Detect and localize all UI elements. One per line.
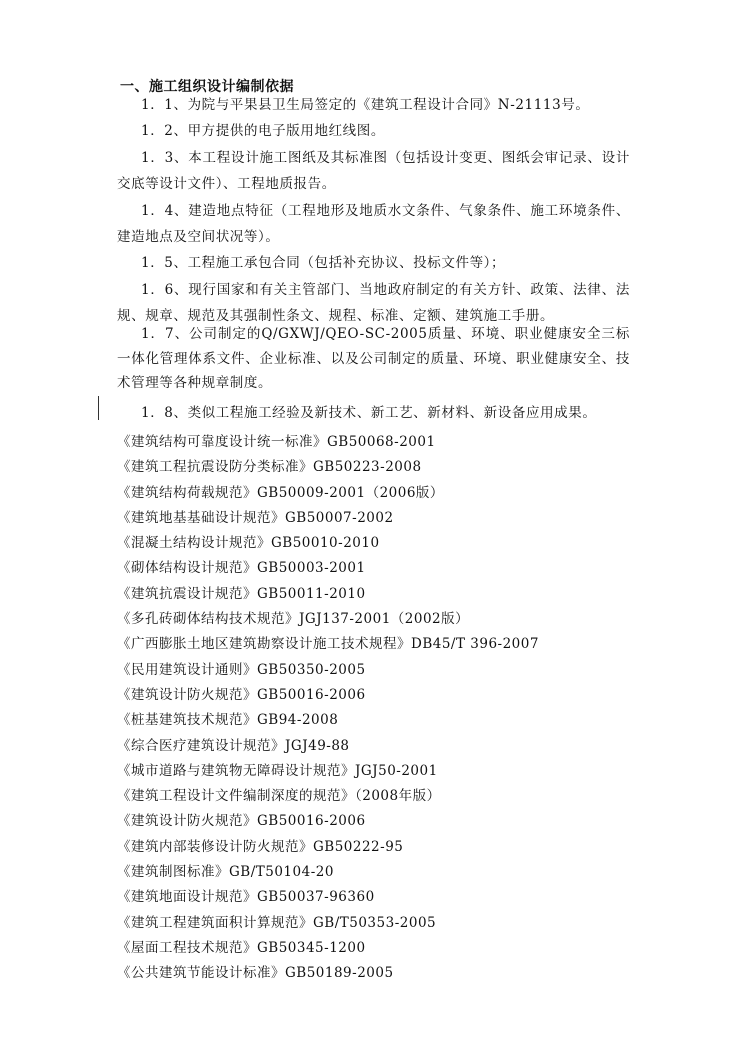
paragraph-1-7: 1．7、公司制定的Q/GXWJ/QEO-SC-2005质量、环境、职业健康安全三标一体化管理体系文件、企业标准、以及公司制定的质量、环境、职业健康安全、技术管理等各种规章制度。 [117, 326, 630, 391]
list-item: 《城市道路与建筑物无障碍设计规范》JGJ50-2001 [117, 762, 438, 779]
standards-list [117, 430, 539, 987]
list-item: 《建筑地面设计规范》GB50037-96360 [117, 889, 375, 906]
paragraph-1-6: 1．6、现行国家和有关主管部门、当地政府制定的有关方针、政策、法律、法规、规章、规范及其强制性条文、规程、标准、定额、建筑施工手册。 [117, 282, 630, 324]
list-item: 《桩基建筑技术规范》GB94-2008 [117, 712, 339, 729]
paragraph-1-8: 1．8、类似工程施工经验及新技术、新工艺、新材料、新设备应用成果。 [141, 405, 597, 421]
list-item: 《多孔砖砌体结构技术规范》JGJ137-2001（2002版） [117, 611, 470, 628]
list-item: 《建筑工程设计文件编制深度的规范》（2008年版） [117, 788, 441, 805]
list-item: 《砌体结构设计规范》GB50003-2001 [117, 560, 366, 577]
list-item: 《综合医疗建筑设计规范》JGJ49-88 [117, 737, 350, 754]
list-item: 《建筑设计防火规范》GB50016-2006 [117, 686, 366, 703]
list-item: 《建筑设计防火规范》GB50016-2006 [117, 813, 366, 830]
list-item: 《建筑结构荷载规范》GB50009-2001（2006版） [117, 484, 444, 501]
list-item: 《建筑抗震设计规范》GB50011-2010 [117, 585, 366, 602]
text-cursor [98, 396, 99, 420]
paragraph-1-4: 1．4、建造地点特征（工程地形及地质水文条件、气象条件、施工环境条件、建造地点及空间状况等）。 [117, 203, 630, 245]
paragraph-1-2: 1．2、甲方提供的电子版用地红线图。 [141, 123, 385, 139]
list-item: 《公共建筑节能设计标准》GB50189-2005 [117, 965, 394, 982]
paragraph-1-5: 1．5、工程施工承包合同（包括补充协议、投标文件等）； [141, 255, 506, 271]
list-item: 《建筑工程抗震设防分类标准》GB50223-2008 [117, 459, 422, 476]
list-item: 《广西膨胀土地区建筑勘察设计施工技术规程》DB45/T 396-2007 [117, 636, 539, 653]
list-item: 《建筑结构可靠度设计统一标准》GB50068-2001 [117, 434, 436, 450]
list-item: 《建筑制图标准》GB/T50104-20 [117, 864, 334, 881]
list-item: 《建筑内部装修设计防火规范》GB50222-95 [117, 838, 404, 855]
section-heading: 一、施工组织设计编制依据 [120, 79, 294, 95]
paragraph-1-1: 1．1、为院与平果县卫生局签定的《建筑工程设计合同》N-21113号。 [141, 97, 590, 113]
list-item: 《建筑地基基础设计规范》GB50007-2002 [117, 509, 394, 526]
list-item: 《屋面工程技术规范》GB50345-1200 [117, 939, 366, 956]
paragraph-1-3: 1．3、本工程设计施工图纸及其标准图（包括设计变更、图纸会审记录、设计交底等设计文件）、工程地质报告。 [117, 150, 630, 192]
list-item: 《建筑工程建筑面积计算规范》GB/T50353-2005 [117, 914, 437, 931]
list-item: 《混凝土结构设计规范》GB50010-2010 [117, 535, 380, 552]
list-item: 《民用建筑设计通则》GB50350-2005 [117, 661, 366, 678]
